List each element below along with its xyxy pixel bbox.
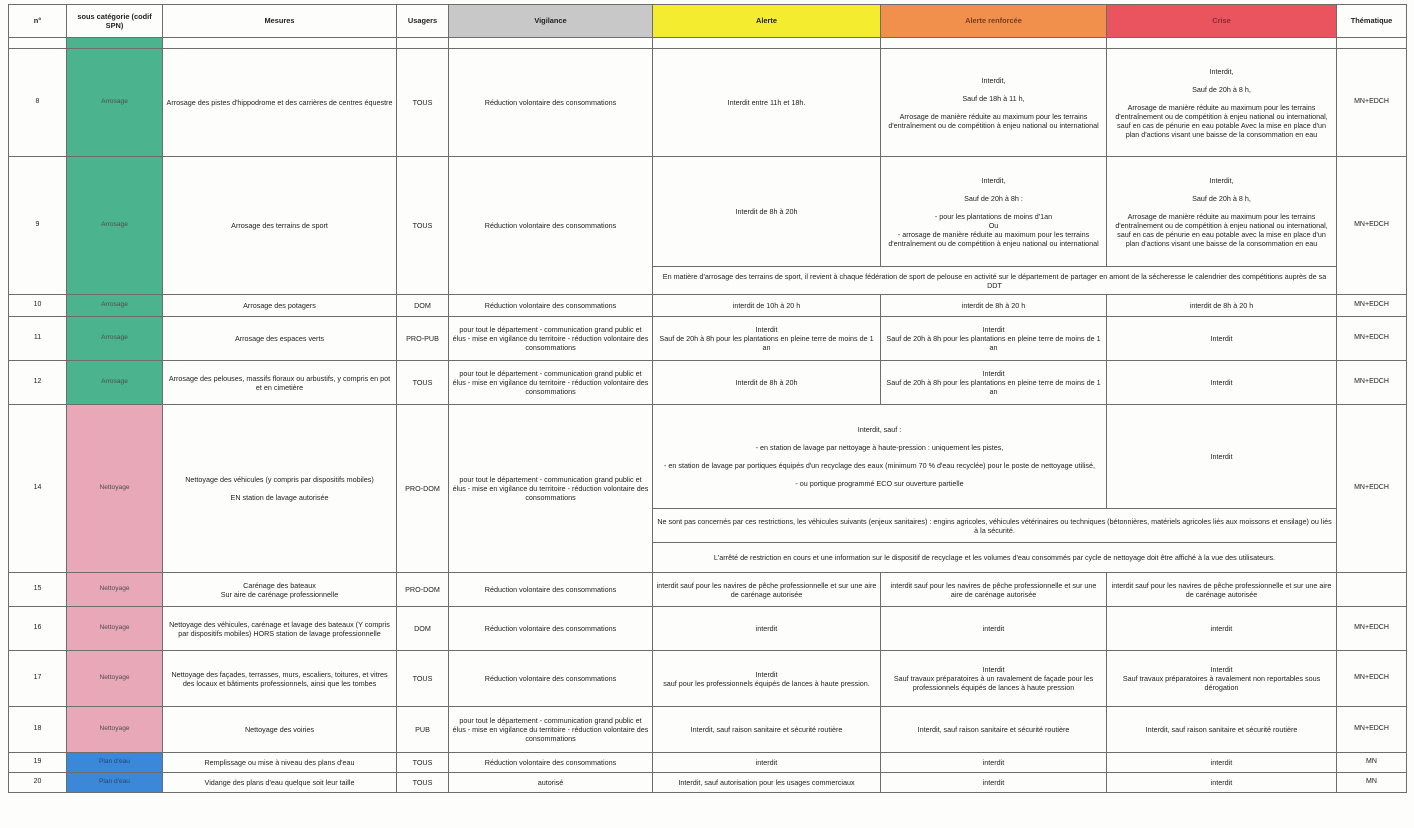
crise-cell: interdit: [1107, 607, 1337, 651]
table-row: [9, 317, 1407, 361]
spacer-row: [9, 38, 1407, 49]
table-row: [9, 707, 1407, 753]
renforcee-cell: Interdit, sauf raison sanitaire et sécurité routière: [881, 707, 1107, 753]
category-cell: Nettoyage: [67, 607, 163, 651]
category-cell: Arrosage: [67, 361, 163, 405]
header-thematique: Thématique: [1337, 5, 1407, 38]
thema-cell: MN+EDCH: [1337, 405, 1407, 573]
vigilance-cell: Réduction volontaire des consommations: [449, 49, 653, 157]
table-row: [9, 773, 1407, 793]
alerte-cell: Interdit Sauf de 20h à 8h pour les plantations en pleine terre de moins de 1 an: [653, 317, 881, 361]
row-number: 10: [9, 295, 67, 317]
thema-cell: MN: [1337, 773, 1407, 793]
note-cell: En matière d'arrosage des terrains de sport, il revient à chaque fédération de sport de pelouse en activité sur le département de partager en amont de la sécheresse le calendrier des compétitions auprès de sa DDT: [653, 267, 1337, 295]
category-cell: Arrosage: [67, 49, 163, 157]
vigilance-cell: Réduction volontaire des consommations: [449, 753, 653, 773]
renforcee-cell: interdit: [881, 753, 1107, 773]
header-category: sous catégorie (codif SPN): [67, 5, 163, 38]
vigilance-cell: autorisé: [449, 773, 653, 793]
users-cell: TOUS: [397, 49, 449, 157]
category-cell: Plan d'eau: [67, 773, 163, 793]
crise-cell: Interdit: [1107, 317, 1337, 361]
alerte-cell: Interdit, sauf raison sanitaire et sécurité routière: [653, 707, 881, 753]
alerte-cell: interdit de 10h à 20 h: [653, 295, 881, 317]
users-cell: DOM: [397, 295, 449, 317]
header-users: Usagers: [397, 5, 449, 38]
renforcee-cell: interdit: [881, 773, 1107, 793]
crise-cell: Interdit: [1107, 361, 1337, 405]
row-number: 11: [9, 317, 67, 361]
table-row: [9, 607, 1407, 651]
vigilance-cell: Réduction volontaire des consommations: [449, 157, 653, 295]
users-cell: TOUS: [397, 753, 449, 773]
note-cell: Ne sont pas concernés par ces restrictions, les véhicules suivants (enjeux sanitaires) : engins agricoles, véhicules vétérinaires ou techniques (bétonnières, matériels agricoles liés aux moissons et ensilage) ou liés à la sécurité.: [653, 509, 1337, 543]
table-row: [9, 753, 1407, 773]
measure-cell: Nettoyage des façades, terrasses, murs, escaliers, toitures, et vitres des locaux et bâtiments professionnels, ainsi que les tombes: [163, 651, 397, 707]
table-row: [9, 295, 1407, 317]
restrictions-table: [8, 4, 1407, 793]
alerte-cell: interdit: [653, 753, 881, 773]
renforcee-cell: Interdit Sauf travaux préparatoires à un ravalement de façade pour les professionnels équipés de lances à haute pression: [881, 651, 1107, 707]
header-alerte: Alerte: [653, 5, 881, 38]
alerte-cell: Interdit, sauf autorisation pour les usages commerciaux: [653, 773, 881, 793]
row-number: 16: [9, 607, 67, 651]
table-row: [9, 405, 1407, 509]
row-number: 18: [9, 707, 67, 753]
renforcee-cell: Interdit Sauf de 20h à 8h pour les plantations en pleine terre de moins de 1 an: [881, 317, 1107, 361]
thema-cell: MN+EDCH: [1337, 49, 1407, 157]
thema-cell: MN+EDCH: [1337, 651, 1407, 707]
measure-cell: Remplissage ou mise à niveau des plans d'eau: [163, 753, 397, 773]
crise-cell: interdit sauf pour les navires de pêche professionnelle et sur une aire de carénage autorisée: [1107, 573, 1337, 607]
renforcee-cell: interdit de 8h à 20 h: [881, 295, 1107, 317]
category-cell: Nettoyage: [67, 651, 163, 707]
vigilance-cell: Réduction volontaire des consommations: [449, 573, 653, 607]
measure-cell: Nettoyage des véhicules, carénage et lavage des bateaux (Y compris par dispositifs mobiles) HORS station de lavage professionnelle: [163, 607, 397, 651]
row-number: 17: [9, 651, 67, 707]
category-cell: Nettoyage: [67, 573, 163, 607]
users-cell: DOM: [397, 607, 449, 651]
alerte-cell: interdit: [653, 607, 881, 651]
vigilance-cell: pour tout le département - communication grand public et élus - mise en vigilance du territoire - réduction volontaire des consommations: [449, 317, 653, 361]
alerte-cell: Interdit entre 11h et 18h.: [653, 49, 881, 157]
vigilance-cell: Réduction volontaire des consommations: [449, 607, 653, 651]
alerte-renforcee-cell: Interdit, sauf : - en station de lavage par nettoyage à haute-pression : uniquement les pistes, - en station de lavage par portiques équipés d'un recyclage des eaux (minimum 70 % d'eau recyclée) pour le poste de nettoyage utilisé, - ou portique programmé ECO sur ouverture partielle: [653, 405, 1107, 509]
category-cell: Nettoyage: [67, 707, 163, 753]
row-number: 8: [9, 49, 67, 157]
measure-cell: Carénage des bateaux Sur aire de carénage professionnelle: [163, 573, 397, 607]
vigilance-cell: pour tout le département - communication grand public et élus - mise en vigilance du territoire - réduction volontaire des consommations: [449, 707, 653, 753]
measure-cell: Arrosage des terrains de sport: [163, 157, 397, 295]
category-cell: Arrosage: [67, 157, 163, 295]
measure-cell: Arrosage des espaces verts: [163, 317, 397, 361]
renforcee-cell: Interdit Sauf de 20h à 8h pour les plantations en pleine terre de moins de 1 an: [881, 361, 1107, 405]
thema-cell: MN+EDCH: [1337, 295, 1407, 317]
users-cell: TOUS: [397, 157, 449, 295]
thema-cell: MN+EDCH: [1337, 157, 1407, 295]
crise-cell: Interdit Sauf travaux préparatoires à ravalement non reportables sous dérogation: [1107, 651, 1337, 707]
header-crise: Crise: [1107, 5, 1337, 38]
vigilance-cell: Réduction volontaire des consommations: [449, 295, 653, 317]
table-row: [9, 573, 1407, 607]
category-cell: Arrosage: [67, 317, 163, 361]
measure-cell: Nettoyage des véhicules (y compris par dispositifs mobiles) EN station de lavage autorisée: [163, 405, 397, 573]
header-num: n°: [9, 5, 67, 38]
category-cell: Arrosage: [67, 295, 163, 317]
crise-cell: interdit: [1107, 773, 1337, 793]
users-cell: PRO-DOM: [397, 405, 449, 573]
crise-cell: interdit: [1107, 753, 1337, 773]
crise-cell: interdit de 8h à 20 h: [1107, 295, 1337, 317]
alerte-cell: Interdit de 8h à 20h: [653, 157, 881, 267]
note-cell: L'arrêté de restriction en cours et une information sur le dispositif de recyclage et les volumes d'eau consommés par cycle de nettoyage doit être affiché à la vue des utilisateurs.: [653, 543, 1337, 573]
thema-cell: MN+EDCH: [1337, 607, 1407, 651]
thema-cell: MN+EDCH: [1337, 361, 1407, 405]
row-number: 9: [9, 157, 67, 295]
table-row: [9, 157, 1407, 267]
category-cell: Plan d'eau: [67, 753, 163, 773]
row-number: 20: [9, 773, 67, 793]
measure-cell: Arrosage des pelouses, massifs floraux ou arbustifs, y compris en pot et en cimetière: [163, 361, 397, 405]
thema-cell: MN: [1337, 753, 1407, 773]
crise-cell: Interdit, Sauf de 20h à 8 h, Arrosage de manière réduite au maximum pour les terrains d'entraînement ou de compétition à enjeu national ou international, sauf en cas de pénurie en eau potable avec la mise en place d'un plan d'actions visant une baisse de la consommation en eau: [1107, 157, 1337, 267]
table-row: [9, 49, 1407, 157]
thema-cell: [1337, 573, 1407, 607]
alerte-cell: Interdit de 8h à 20h: [653, 361, 881, 405]
users-cell: TOUS: [397, 773, 449, 793]
users-cell: TOUS: [397, 361, 449, 405]
table-row: [9, 651, 1407, 707]
category-cell: Nettoyage: [67, 405, 163, 573]
header-vigilance: Vigilance: [449, 5, 653, 38]
renforcee-cell: Interdit, Sauf de 20h à 8h : - pour les plantations de moins d'1an Ou - arrosage de manière réduite au maximum pour les terrains d'entraînement ou de compétition à enjeu national ou international: [881, 157, 1107, 267]
measure-cell: Nettoyage des voiries: [163, 707, 397, 753]
measure-cell: Vidange des plans d'eau quelque soit leur taille: [163, 773, 397, 793]
table-row: [9, 361, 1407, 405]
users-cell: PRO-PUB: [397, 317, 449, 361]
crise-cell: Interdit, Sauf de 20h à 8 h, Arrosage de manière réduite au maximum pour les terrains d'entraînement ou de compétition à enjeu national ou international, sauf en cas de pénurie en eau potable Avec la mise en place d'un plan d'actions visant une baisse de la consommation en eau: [1107, 49, 1337, 157]
header-row: [9, 5, 1407, 38]
thema-cell: MN+EDCH: [1337, 317, 1407, 361]
measure-cell: Arrosage des potagers: [163, 295, 397, 317]
renforcee-cell: interdit: [881, 607, 1107, 651]
measure-cell: Arrosage des pistes d'hippodrome et des carrières de centres équestre: [163, 49, 397, 157]
vigilance-cell: pour tout le département - communication grand public et élus - mise en vigilance du territoire - réduction volontaire des consommations: [449, 361, 653, 405]
users-cell: PUB: [397, 707, 449, 753]
renforcee-cell: Interdit, Sauf de 18h à 11 h, Arrosage de manière réduite au maximum pour les terrains d'entraînement ou de compétition à enjeu national ou international: [881, 49, 1107, 157]
crise-cell: Interdit: [1107, 405, 1337, 509]
row-number: 19: [9, 753, 67, 773]
users-cell: TOUS: [397, 651, 449, 707]
vigilance-cell: pour tout le département - communication grand public et élus - mise en vigilance du territoire - réduction volontaire des consommations: [449, 405, 653, 573]
alerte-cell: Interdit sauf pour les professionnels équipés de lances à haute pression.: [653, 651, 881, 707]
thema-cell: MN+EDCH: [1337, 707, 1407, 753]
row-number: 14: [9, 405, 67, 573]
header-alerte-renforcee: Alerte renforcée: [881, 5, 1107, 38]
renforcee-cell: interdit sauf pour les navires de pêche professionnelle et sur une aire de carénage autorisée: [881, 573, 1107, 607]
crise-cell: Interdit, sauf raison sanitaire et sécurité routière: [1107, 707, 1337, 753]
row-number: 15: [9, 573, 67, 607]
users-cell: PRO-DOM: [397, 573, 449, 607]
vigilance-cell: Réduction volontaire des consommations: [449, 651, 653, 707]
alerte-cell: interdit sauf pour les navires de pêche professionnelle et sur une aire de carénage autorisée: [653, 573, 881, 607]
row-number: 12: [9, 361, 67, 405]
header-measures: Mesures: [163, 5, 397, 38]
